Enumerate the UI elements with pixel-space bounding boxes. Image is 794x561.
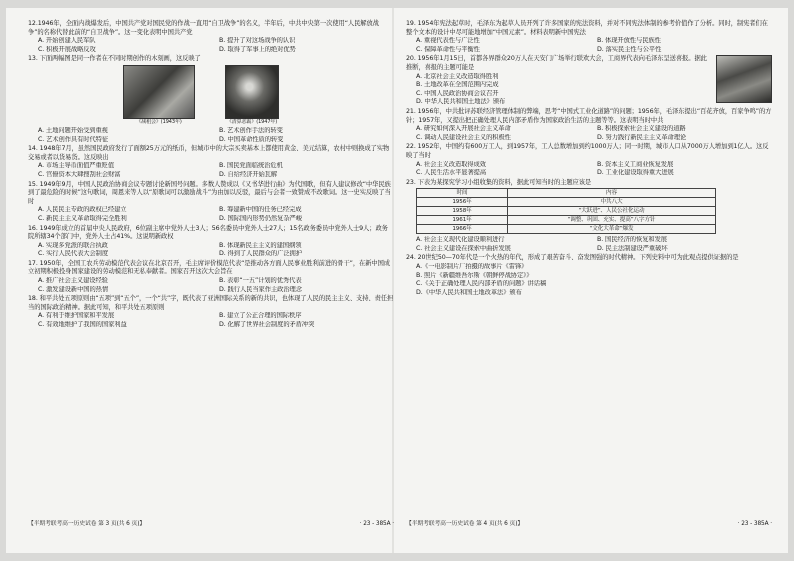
- table-cell: 1966年: [417, 225, 508, 234]
- question-14: [28, 145, 394, 179]
- option-c: C. 积极开展战略反攻: [38, 45, 96, 53]
- question-18: [28, 295, 394, 329]
- option-a: A. 开始创建人民军队: [38, 37, 96, 45]
- question-24: [406, 254, 772, 297]
- table-cell: 1958年: [417, 207, 508, 216]
- page-3: [28, 20, 394, 540]
- table-row: [417, 198, 716, 207]
- option-d: D. 践行人民当家作主政治理念: [219, 285, 302, 293]
- question-17: [28, 260, 394, 294]
- option-d: D. 取得了军事上的绝对优势: [219, 45, 296, 53]
- table-row: [417, 207, 716, 216]
- page-4: [406, 20, 772, 540]
- option-a: A. 社会主义改造取得成效: [416, 160, 486, 168]
- table-header: 时间: [417, 189, 508, 198]
- question-stem: 14. 1948年7月，虽然国民政府发行了面额25万元的纸币，但城市中的大宗买卖基本上都使用黄金、美元结算，农村中则换成了实物交易或者以货易货。这反映出: [28, 145, 390, 161]
- table-cell: “调整、巩固、充实、提高”八字方针: [508, 216, 716, 225]
- question-stem: 17. 1950年，全国工农兵劳动模范代表会议在北京召开，毛主席评价模范代表“是推动各方面人民事业胜利前进的骨干”，在新中国成立初期积极投身国家建设的劳动模范和无私奉献者。国家召开这次大会旨在: [28, 259, 391, 276]
- option-b: B. 体现开放性与民族性: [597, 37, 661, 45]
- table-cell: 1961年: [417, 216, 508, 225]
- option-c: C. 调动人民建设社会主义的积极性: [416, 133, 511, 141]
- option-b: B. 筹建新中国的任务已经完成: [219, 206, 302, 214]
- question-13: [28, 55, 394, 144]
- option-a: A. 推广社会主义建设经验: [38, 277, 108, 285]
- question-16: [28, 225, 394, 259]
- question-19: [406, 20, 772, 54]
- option-c: C. 保障革命性与平衡性: [416, 45, 480, 53]
- footer-title: 【半期考联考高一历史试卷 第 3 页(共 6 页)】: [28, 521, 146, 527]
- option-b: B. 照片《新疆维吾尔斯《朝鲜停战协定》》: [416, 271, 533, 279]
- option-b: B. 建立了公正合理的国际秩序: [219, 312, 302, 320]
- history-table: [416, 188, 716, 234]
- option-d: D. 工业化建设取得重大进展: [597, 169, 674, 177]
- option-d: D. 得到了人民群众的广泛拥护: [219, 250, 302, 258]
- option-a: A. 人民民主专政的政权已经建立: [38, 206, 127, 214]
- question-stem: 24. 20世纪50—70年代是一个火热的年代，形成了艰苦奋斗、奋发图强的时代精神。下列史料中可为此观点提供证据的是: [406, 254, 739, 262]
- option-c: C. 社会主义建设在探索中曲折发展: [416, 244, 511, 252]
- option-c: C. 艺术创作具有时代特征: [38, 135, 109, 143]
- option-a: A. 研究如何深入开展社会主义革命: [416, 125, 511, 133]
- option-d: D. 民主法制建设严重破坏: [597, 244, 668, 252]
- option-a: A.《一电影制片厂拍摄的故事片《雷锋》: [416, 263, 528, 271]
- option-b: B. 体现新民主主义的建国纲领: [219, 241, 302, 249]
- question-20: [406, 55, 772, 107]
- page-footer: [406, 520, 772, 529]
- footer-title: 【半期考联考高一历史试卷 第 4 页(共 6 页)】: [406, 521, 524, 527]
- question-22: [406, 143, 772, 177]
- option-a: A. 有利于维护国家和平发展: [38, 312, 115, 320]
- question-stem: 23. 下表为某探究学习小组收集的资料，据此可知当时的主题应该是: [406, 178, 592, 186]
- question-23: [406, 179, 772, 254]
- option-a: A. 社会主义现代化建设顺利进行: [416, 236, 505, 244]
- question-stem: 12.1946年，全面内战爆发后，中国共产党对国民党的作战一直用“自卫战争”的名义，半年后，中共中央第一次使用“人民解放战争”的名称代替此前的“自卫战争”。这一变化表明中国共产党: [28, 20, 379, 36]
- question-stem: 20. 1956年1月15日，首都各界群众20万人在天安门广场举行联欢大会，工商界代表向毛泽东呈送喜报。据此推断，喜报的主题可能是: [406, 55, 707, 71]
- option-c: C. 官僚资本大肆搜刮社会财富: [38, 170, 121, 178]
- page-footer: [28, 520, 394, 529]
- table-header: 内容: [508, 189, 716, 198]
- option-d: D. 中国革命性质的转变: [219, 135, 284, 143]
- option-c: C. 新民主主义革命取得完全胜利: [38, 214, 127, 222]
- option-d: D. 化解了世界社会制度的矛盾冲突: [219, 321, 315, 329]
- option-b: B. 艺术创作手法的转变: [219, 126, 283, 134]
- table-cell: 中共八大: [508, 198, 716, 207]
- question-12: [28, 20, 394, 54]
- option-c: C.《关于正确处理人民内部矛盾的问题》讲话稿: [416, 280, 547, 288]
- footer-code: · 23 - 385A ·: [737, 521, 772, 527]
- option-d: D.《中华人民共和国土地改革法》颁布: [416, 288, 522, 296]
- option-b: B. 表彰“一五”计划的优秀代表: [219, 277, 302, 285]
- question-stem: 21. 1956年，中共批评苏联经济管理体制的弊端，思考“中国式工业化道路”的问题；1956年，毛泽东提出“百花齐放，百家争鸣”的方针；1957年，又提出把正确处理人民内部矛盾作为国家政治生活的主题等等。这表明当时中共: [406, 107, 772, 124]
- option-b: B. 提升了对这场战争的认识: [219, 37, 296, 45]
- option-d: D. 努力践行新民主主义革命理论: [597, 133, 687, 141]
- table-row: [417, 225, 716, 234]
- image-caption-2: 《清算恶霸》(1947年): [226, 118, 278, 125]
- image-caption-1: 《减租会》(1943年): [136, 118, 182, 125]
- question-stem: 13. 下面两幅图是同一作者在不同时期创作的木刻画，这反映了: [28, 55, 201, 63]
- option-c: C. 激发建设新中国的热情: [38, 285, 109, 293]
- table-cell: “大跃进”、人民公社化运动: [508, 207, 716, 216]
- option-c: C. 实行人民代表大会制度: [38, 250, 109, 258]
- question-21: [406, 108, 772, 142]
- table-header-row: [417, 189, 716, 198]
- option-d: D. 落实民主性与公平性: [597, 45, 662, 53]
- question-stem: 22. 1952年，中国约有600万工人，到1957年，工人总数增加到约1000万人；同一时期，城市人口从7000万人增加到1亿人。这反映了当时: [406, 143, 769, 159]
- woodcut-image-1: [123, 65, 195, 119]
- table-row: [417, 216, 716, 225]
- question-stem: 18. 和平共处五项原则由“五项”到“五个”，一个“共”字，既代表了亚洲国际关系的新的共识，也体现了人民的民主主义、支持、责任担当的国际政治精神。据此可知，和平共处五项原则: [28, 295, 394, 311]
- option-c: C. 中国人民政治协商会议召开: [416, 89, 499, 97]
- question-stem: 16. 1949年成立的首届中央人民政府，6位副主席中党外人士3人；56名委员中党外人士27人；15名政务委员中党外人士9人；政务院所辖34个部门中，党外人士占41%。这说明新政权: [28, 224, 388, 241]
- option-c: C. 有效地维护了我国的国家利益: [38, 321, 127, 329]
- option-a: A. 土地问题开始受到重视: [38, 126, 108, 134]
- option-a: A. 重视代表性与广泛性: [416, 37, 480, 45]
- question-stem: 15. 1949年9月，中国人民政治协商会议专题讨论新国号问题。多数人赞成以《又书华进行曲》为代国歌，但有人建议修改“中华民族到了最危险的时候”这句歌词，周恩来等人以“原歌词可以激励战斗”为由加以反驳，最后与会者一致赞成不改歌词。这一史实反映了当时: [28, 180, 391, 205]
- woodcut-image-2: [225, 65, 279, 119]
- question-15: [28, 181, 394, 224]
- exam-sheet: [6, 8, 788, 553]
- footer-code: · 23 - 385A ·: [359, 521, 394, 527]
- option-b: B. 积极探索社会主义建设的道路: [597, 125, 686, 133]
- option-d: D. 国际国内形势仍然复杂严峻: [219, 214, 302, 222]
- option-c: C. 人民生活水平显著提高: [416, 169, 487, 177]
- option-a: A. 实现多党派的联合执政: [38, 241, 108, 249]
- option-b: B. 资本主义工商业恢复发展: [597, 160, 674, 168]
- option-a: A. 市场主导币面值严重贬值: [38, 162, 115, 170]
- option-d: D. 自给经济开始瓦解: [219, 170, 278, 178]
- option-b: B. 土地改革在全国范围内完成: [416, 81, 499, 89]
- question-stem: 19. 1954年宪法起草时，毛泽东为起草人员开列了许多国家的宪法资料，并对不同宪法体制的参考价值作了分析。同时，制宪者们在整个文本的设计中尽可能地增加“中国元素”。材料表明新中国宪法: [406, 20, 768, 36]
- option-a: A. 北京社会主义改造取得胜利: [416, 72, 499, 80]
- table-cell: “文化大革命”爆发: [508, 225, 716, 234]
- option-b: B. 国民党面临统治危机: [219, 162, 283, 170]
- option-d: D. 中华人民共和国土地法》颁布: [416, 98, 506, 106]
- rally-photo: [716, 55, 772, 103]
- option-b: B. 国民经济的恢复和发展: [597, 236, 667, 244]
- table-cell: 1956年: [417, 198, 508, 207]
